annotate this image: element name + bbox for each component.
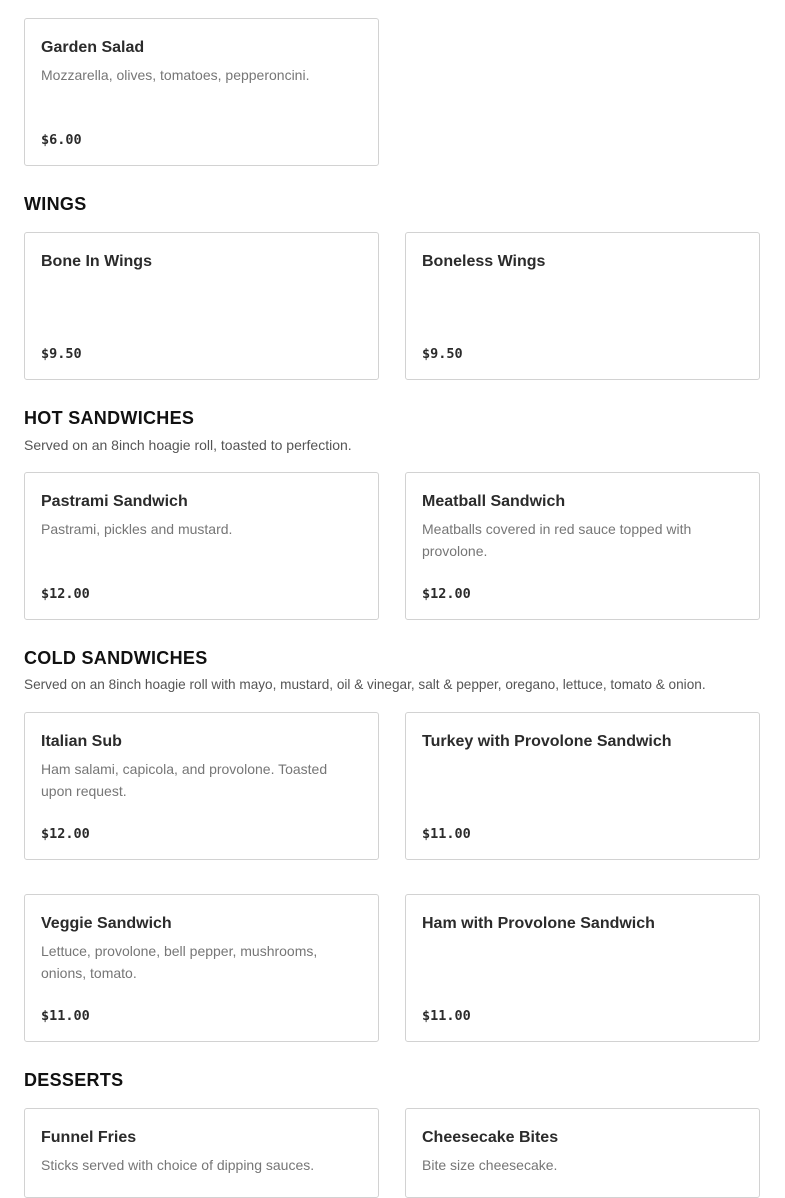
section-title-cold-sandwiches: COLD SANDWICHES: [24, 648, 208, 668]
menu-item-description: Sticks served with choice of dipping sauces.: [41, 1157, 315, 1173]
menu-item-boneless-wings[interactable]: [405, 232, 760, 380]
menu-item-description: Bite size cheesecake.: [422, 1157, 558, 1173]
menu-item-turkey-provolone-sandwich[interactable]: [405, 712, 760, 860]
menu-item-price: $9.50: [422, 346, 463, 362]
menu-item-price: $9.50: [41, 346, 82, 362]
menu-item-price: $6.00: [41, 132, 82, 148]
section-title-wings: WINGS: [24, 194, 87, 214]
menu-item-price: $12.00: [422, 586, 471, 602]
menu-item-description: Pastrami, pickles and mustard.: [41, 521, 233, 537]
menu-item-italian-sub[interactable]: [24, 712, 379, 860]
section-description-cold-sandwiches: Served on an 8inch hoagie roll with mayo, mustard, oil & vinegar, salt & pepper, oregano, lettuce, tomato & onion.: [24, 677, 706, 692]
menu-item-bone-in-wings[interactable]: [24, 232, 379, 380]
menu-item-description: Mozzarella, olives, tomatoes, pepperoncini.: [41, 67, 310, 83]
menu-item-name: Pastrami Sandwich: [41, 493, 188, 510]
menu-item-meatball-sandwich[interactable]: [405, 472, 760, 620]
menu-item-price: $11.00: [41, 1008, 90, 1024]
menu-item-price: $12.00: [41, 586, 90, 602]
menu-item-name: Cheesecake Bites: [422, 1129, 559, 1146]
section-title-hot-sandwiches: HOT SANDWICHES: [24, 408, 195, 428]
menu-item-name: Meatball Sandwich: [422, 493, 566, 510]
menu-item-description: Meatballs covered in red sauce topped with provolone.: [422, 521, 692, 559]
menu-item-garden-salad[interactable]: [24, 18, 379, 166]
menu-item-cheesecake-bites[interactable]: [405, 1108, 760, 1198]
menu-item-price: $11.00: [422, 1008, 471, 1024]
section-description-hot-sandwiches: Served on an 8inch hoagie roll, toasted to perfection.: [24, 437, 352, 453]
menu-item-name: Veggie Sandwich: [41, 915, 172, 932]
menu-item-description: Lettuce, provolone, bell pepper, mushrooms, onions, tomato.: [41, 943, 318, 981]
menu-item-name: Boneless Wings: [422, 253, 546, 270]
menu-item-pastrami-sandwich[interactable]: [24, 472, 379, 620]
menu-item-description: Ham salami, capicola, and provolone. Toasted upon request.: [41, 761, 328, 799]
menu-item-price: $12.00: [41, 826, 90, 842]
menu-item-funnel-fries[interactable]: [24, 1108, 379, 1198]
section-title-desserts: DESSERTS: [24, 1070, 124, 1090]
menu-item-name: Funnel Fries: [41, 1129, 137, 1146]
menu-item-price: $11.00: [422, 826, 471, 842]
menu-item-name: Ham with Provolone Sandwich: [422, 915, 655, 932]
menu-item-veggie-sandwich[interactable]: [24, 894, 379, 1042]
menu-item-name: Bone In Wings: [41, 253, 152, 270]
menu-item-name: Turkey with Provolone Sandwich: [422, 733, 672, 750]
menu-item-ham-provolone-sandwich[interactable]: [405, 894, 760, 1042]
menu-item-name: Garden Salad: [41, 39, 145, 56]
menu-item-name: Italian Sub: [41, 733, 122, 750]
